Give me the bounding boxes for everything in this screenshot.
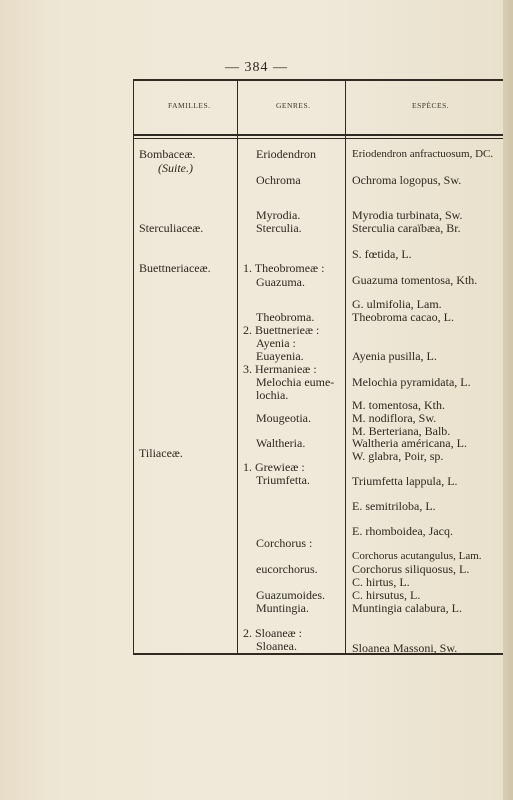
genre-entry: Guazuma. bbox=[256, 275, 305, 289]
genre-entry: eucorchorus. bbox=[256, 562, 318, 576]
page-number: — 384 — bbox=[225, 60, 288, 75]
espece-entry: Ochroma logopus, Sw. bbox=[352, 173, 462, 187]
espece-entry: M. nodiflora, Sw. bbox=[352, 411, 437, 425]
column-header-genres: GENRES. bbox=[276, 101, 311, 110]
espece-entry: M. Berteriana, Balb. bbox=[352, 424, 451, 438]
espece-entry: Triumfetta lappula, L. bbox=[352, 474, 458, 488]
espece-entry: Corchorus siliquosus, L. bbox=[352, 562, 470, 576]
genre-entry: 2. Sloaneæ : bbox=[243, 626, 302, 640]
genre-entry: Guazumoides. bbox=[256, 588, 325, 602]
genre-entry: Theobroma. bbox=[256, 310, 315, 324]
espece-entry: Corchorus acutangulus, Lam. bbox=[352, 550, 482, 562]
espece-entry: E. rhomboidea, Jacq. bbox=[352, 524, 453, 538]
genre-entry: 1. Theobromeæ : bbox=[243, 261, 325, 275]
column-divider-1 bbox=[237, 80, 238, 654]
espece-entry: G. ulmifolia, Lam. bbox=[352, 297, 442, 311]
espece-entry: Guazuma tomentosa, Kth. bbox=[352, 273, 478, 287]
espece-entry: Eriodendron anfractuosum, DC. bbox=[352, 148, 494, 160]
espece-entry: Sloanea Massoni, Sw. bbox=[352, 641, 458, 655]
genre-entry: 3. Hermanieæ : bbox=[243, 362, 317, 376]
espece-entry: S. fœtida, L. bbox=[352, 247, 412, 261]
espece-entry: Myrodia turbinata, Sw. bbox=[352, 208, 463, 222]
genre-entry: Melochia eume- bbox=[256, 375, 335, 389]
column-header-familles: FAMILLES. bbox=[168, 101, 211, 110]
genre-entry: Muntingia. bbox=[256, 601, 309, 615]
genre-entry: Sloanea. bbox=[256, 639, 297, 653]
header-bottom-rule-thin bbox=[133, 138, 508, 139]
espece-entry: Waltheria américana, L. bbox=[352, 436, 467, 450]
genre-entry: Triumfetta. bbox=[256, 473, 310, 487]
genre-entry: Sterculia. bbox=[256, 221, 302, 235]
genre-entry: Waltheria. bbox=[256, 436, 306, 450]
espece-entry: C. hirsutus, L. bbox=[352, 588, 421, 602]
genre-entry: 2. Buettnerieæ : bbox=[243, 323, 320, 337]
genre-entry: Myrodia. bbox=[256, 208, 301, 222]
column-divider-2 bbox=[345, 80, 346, 654]
genre-entry: Corchorus : bbox=[256, 536, 313, 550]
famille-entry: Sterculiaceæ. bbox=[139, 221, 204, 235]
column-header-especes: ESPÈCES. bbox=[412, 101, 450, 110]
genre-entry: Euayenia. bbox=[256, 349, 304, 363]
table-top-rule bbox=[133, 79, 508, 81]
genre-entry: Ochroma bbox=[256, 173, 301, 187]
table-left-border bbox=[133, 80, 134, 654]
genre-entry: lochia. bbox=[256, 388, 289, 402]
famille-entry: (Suite.) bbox=[158, 161, 193, 175]
espece-entry: W. glabra, Poir, sp. bbox=[352, 449, 444, 463]
famille-entry: Tiliaceæ. bbox=[139, 446, 183, 460]
famille-entry: Bombaceæ. bbox=[139, 147, 196, 161]
espece-entry: Sterculia caraïbæa, Br. bbox=[352, 221, 461, 235]
espece-entry: Theobroma cacao, L. bbox=[352, 310, 454, 324]
espece-entry: C. hirtus, L. bbox=[352, 575, 410, 589]
espece-entry: M. tomentosa, Kth. bbox=[352, 398, 445, 412]
espece-entry: Ayenia pusilla, L. bbox=[352, 349, 437, 363]
header-bottom-rule bbox=[133, 134, 508, 136]
genre-entry: Ayenia : bbox=[256, 336, 296, 350]
genre-entry: Eriodendron bbox=[256, 147, 316, 161]
genre-entry: 1. Grewieæ : bbox=[243, 460, 305, 474]
espece-entry: E. semitriloba, L. bbox=[352, 499, 436, 513]
genre-entry: Mougeotia. bbox=[256, 411, 311, 425]
espece-entry: Muntingia calabura, L. bbox=[352, 601, 462, 615]
espece-entry: Melochia pyramidata, L. bbox=[352, 375, 471, 389]
page-edge bbox=[503, 0, 513, 800]
famille-entry: Buettneriaceæ. bbox=[139, 261, 211, 275]
